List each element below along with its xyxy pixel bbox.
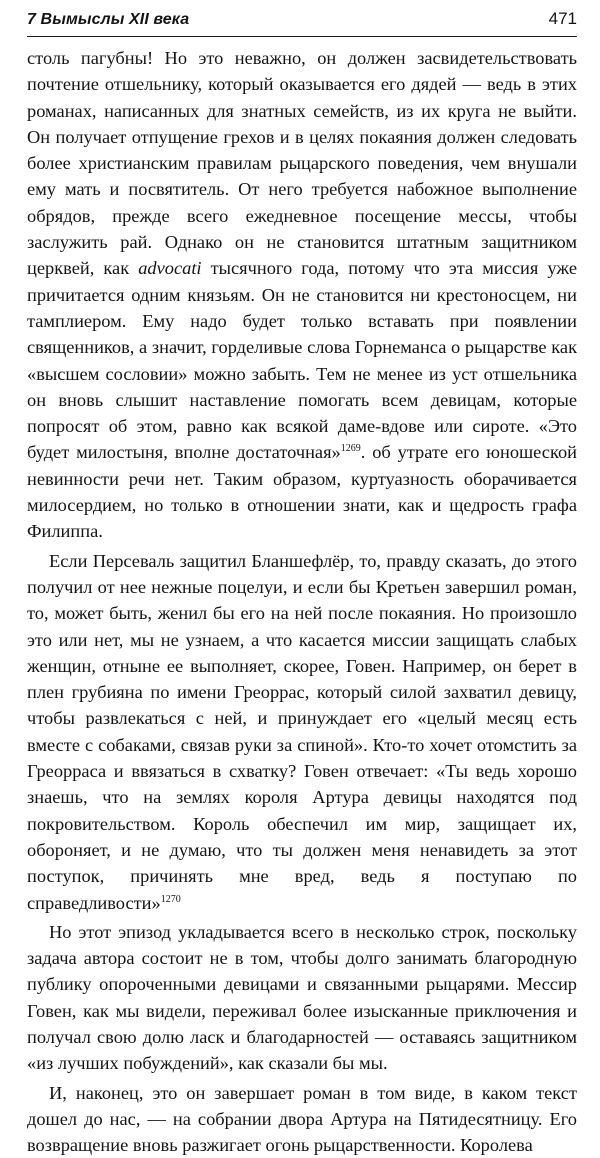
footnote-ref-1269: 1269 xyxy=(340,443,361,455)
paragraph-1: столь пагубны! Но это неважно, он должен засвидетельствовать почтение отшельнику, который оказывается его дядей — ведь в этих романах, написанных для знатных семейств, из их круга не выйти. Он получает отпущение грехов и в целях покаяния должен следовать более христианским правилам рыцарского поведения, чем внушали ему мать и посвятитель. От него требуется набожное выполнение обрядов, прежде всего ежедневное посещение мессы, чтобы заслужить рай. Однако он не становится штатным защитником церквей, как advocati тысячного года, потому что эта миссия уже причитается одним князьям. Он не становится ни крестоносцем, ни тамплиером. Ему надо будет только вставать при появлении священников, а значит, горделивые слова Горнеманса о рыцарстве как «высшем сословии» можно забыть. Тем не менее из уст отшельника он вновь слышит наставление помогать всем девицам, которые попросят об этом, равно как всякой даме-вдове или сироте. «Это будет милостыня, вполне достаточная»$^{1269}$. об утрате его юношеской невинности речи нет. Таким образом, куртуазность оборачивается милосердием, но только в отношении знати, как и щедрость графа Филиппа. xyxy=(27,48,578,542)
page-header xyxy=(27,0,577,37)
paragraph-2: Если Персеваль защитил Бланшефлёр, то, правду сказать, до этого получил от нее нежные поцелуи, и если бы Кретьен завершил роман, то, может быть, женил бы его на ней после покаяния. Но произошло это или нет, мы не узнаем, а что касается миссии защищать слабых женщин, отныне ее выполняет, скорее, Говен. Например, он берет в плен грубияна по имени Греоррас, который силой захватил девицу, чтобы развлекаться с ней, и принуждает его «целый месяц есть вместе с собаками, связав руки за спиной». Кто-то хочет отомстить за Греорраса и ввязаться в схватку? Говен отвечает: «Ты ведь хорошо знаешь, что на землях короля Артура девицы находятся под покровительством. Король обеспечил им мир, защищает их, обороняет, и не думаю, что ты должен меня ненавидеть за этот поступок, причинять мне вред, ведь я поступаю по справедливости»$^{1270}$ xyxy=(27,550,577,913)
page-number: 471 xyxy=(548,9,577,28)
body-text xyxy=(27,45,577,1158)
footnote-ref-1270: 1270 xyxy=(160,893,181,905)
latin-term: advocati xyxy=(138,258,202,279)
paragraph-3: Но этот эпизод укладывается всего в несколько строк, поскольку задача автора состоит не в том, чтобы долго занимать благородную публику опороченными девицами и связанными рыцарями. Мессир Говен, как мы видели, переживал более изысканные приключения и получал свою долю ласк и благодарностей — оставаясь защитником «из лучших побуждений», как сказали бы мы. xyxy=(27,921,577,1074)
running-head: 7 Вымыслы XII века xyxy=(27,11,190,28)
paragraph-4: И, наконец, это он завершает роман в том виде, в каком текст дошел до нас, — на собрании двора Артура на Пятидесятницу. Его возвращение вновь разжигает огонь рыцарственности. Королева xyxy=(27,1082,577,1156)
